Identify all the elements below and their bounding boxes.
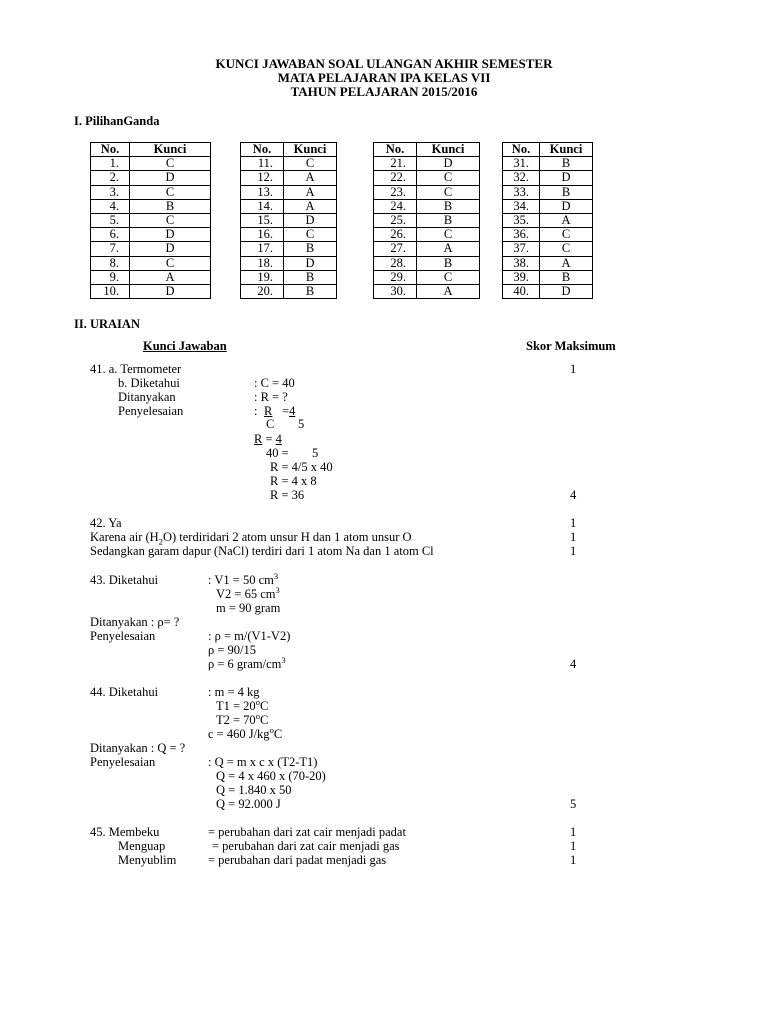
mc-header-no: No. [503,143,540,157]
doc-title-line2: MATA PELAJARAN IPA KELAS VII [277,70,491,85]
question-number: 18. [241,256,284,270]
mc-header-row [91,143,211,157]
table-row [91,228,211,242]
table-row [241,242,337,256]
q41-frac1-den-5: 5 [298,417,305,431]
mc-header-row [374,143,480,157]
q43-p2: ρ = 90/15 [208,643,257,657]
table-row [503,157,593,171]
q43-v1: : V1 = 50 $cm^3$ [208,570,279,587]
table-row [241,157,337,171]
answer-key: D [284,213,337,227]
q43-v2: V2 = 65 $cm^3$ [216,584,280,601]
question-number: 4. [91,199,130,213]
mc-table-3 [373,142,480,299]
answer-key: D [540,171,593,185]
question-number: 11. [241,157,284,171]
answer-key: C [284,157,337,171]
question-number: 28. [374,256,417,270]
question-number: 37. [503,242,540,256]
answer-key: B [540,270,593,284]
answer-key: C [130,256,211,270]
table-row [374,256,480,270]
q41-step2: R = 4 x 8 [270,474,317,488]
answer-key: A [284,185,337,199]
q41-colon: : [254,404,258,418]
answer-key: C [284,228,337,242]
table-row [374,270,480,284]
table-row [91,171,211,185]
question-number: 5. [91,213,130,227]
q41-frac1-den-c: C [266,417,275,431]
question-number: 31. [503,157,540,171]
answer-key: A [540,256,593,270]
q44-head: 44. Diketahui [90,685,159,699]
q43-head: 43. Diketahui [90,573,159,587]
question-number: 24. [374,199,417,213]
table-row [91,256,211,270]
question-number: 20. [241,284,284,298]
answer-key: A [284,199,337,213]
q43-p3: ρ = 6 gram/$cm^3$ [208,654,286,671]
answer-key: A [417,284,480,298]
answer-key: C [417,228,480,242]
table-row [91,284,211,298]
table-row [241,228,337,242]
mc-header-no: No. [91,143,130,157]
q42-line2: Karena air $(H_2O)$ terdiridari 2 atom unsur H dan 1 atom unsur O [90,530,412,547]
q41-ditanya-label: Ditanyakan [118,390,176,404]
q44-q4: Q = 92.000 J [216,797,281,811]
answer-key: D [130,284,211,298]
answer-key: C [130,157,211,171]
table-row [241,199,337,213]
table-row [241,284,337,298]
section-2-title: II. URAIAN [74,317,140,331]
q43-p1: : ρ = m/(V1-V2) [208,629,291,643]
q42-line3: Sedangkan garam dapur (NaCl) terdiri dari 1 atom Na dan 1 atom Cl [90,544,434,558]
q45-skor1: 1 [570,825,577,839]
q41-b-value: : C = 40 [254,376,295,390]
q44-q1: : Q = m x c x (T2-T1) [208,755,318,769]
q44-skor: 5 [570,797,577,811]
answer-key: D [130,228,211,242]
q41-skor-a: 1 [570,362,577,376]
question-number: 14. [241,199,284,213]
q45-term1: 45. Membeku [90,825,160,839]
table-row [91,213,211,227]
mc-header-kunci: Kunci [284,143,337,157]
table-row [241,185,337,199]
q44-q3: Q = 1.840 x 50 [216,783,292,797]
question-number: 36. [503,228,540,242]
answer-key: D [284,256,337,270]
question-number: 32. [503,171,540,185]
table-row [241,270,337,284]
q41-a: 41. a. Termometer [90,362,182,376]
question-number: 12. [241,171,284,185]
table-row [241,213,337,227]
mc-header-no: No. [374,143,417,157]
answer-key: C [417,270,480,284]
q42-skor1: 1 [570,516,577,530]
table-row [374,228,480,242]
question-number: 9. [91,270,130,284]
q44-q2: Q = 4 x 460 x (70-20) [216,769,326,783]
table-row [374,284,480,298]
answer-key: B [540,185,593,199]
answer-key: A [540,213,593,227]
question-number: 26. [374,228,417,242]
answer-key: D [417,157,480,171]
q43-penyelesaian: Penyelesaian [90,629,156,643]
q42-skor3: 1 [570,544,577,558]
table-row [241,256,337,270]
answer-key: C [540,228,593,242]
mc-header-kunci: Kunci [540,143,593,157]
question-number: 30. [374,284,417,298]
table-row [503,228,593,242]
answer-key: B [284,242,337,256]
q44-penyelesaian: Penyelesaian [90,755,156,769]
q45-def3: = perubahan dari padat menjadi gas [208,853,387,867]
question-number: 7. [91,242,130,256]
q41-b-label: b. Diketahui [118,376,180,390]
answer-key: D [540,199,593,213]
q45-term2: Menguap [118,839,166,853]
answer-key: D [540,284,593,298]
question-number: 40. [503,284,540,298]
question-number: 3. [91,185,130,199]
q44-t1: $T1 = 20^oC$ [216,696,269,713]
answer-key: B [130,199,211,213]
table-row [241,171,337,185]
question-number: 39. [503,270,540,284]
table-row [503,171,593,185]
mc-header-kunci: Kunci [130,143,211,157]
question-number: 23. [374,185,417,199]
q43-m: m = 90 gram [216,601,281,615]
answer-key: C [417,171,480,185]
q41-frac1-num-r: R [264,404,273,418]
answer-key: C [130,185,211,199]
q44-ditanya: Ditanyakan : Q = ? [90,741,186,755]
question-number: 33. [503,185,540,199]
answer-key: A [284,171,337,185]
answer-key: C [130,213,211,227]
answer-key: A [130,270,211,284]
answer-key: B [417,256,480,270]
skor-maksimum-heading: Skor Maksimum [526,339,616,353]
mc-header-row [503,143,593,157]
question-number: 2. [91,171,130,185]
answer-key: B [284,284,337,298]
table-row [503,242,593,256]
question-number: 25. [374,213,417,227]
mc-header-row [241,143,337,157]
q41-frac2-den5: 5 [312,446,319,460]
table-row [503,284,593,298]
mc-table-2 [240,142,337,299]
q41-penyelesaian-label: Penyelesaian [118,404,184,418]
table-row [91,185,211,199]
question-number: 17. [241,242,284,256]
q44-c: c = 460 $J/kg^oC$ [208,724,283,741]
q41-step3: R = 36 [270,488,305,502]
q41-frac2: R = 4 [254,432,282,446]
table-row [503,213,593,227]
q41-step1: R = 4/5 x 40 [270,460,333,474]
table-row [503,199,593,213]
doc-title-line1: KUNCI JAWABAN SOAL ULANGAN AKHIR SEMESTER [215,56,553,71]
table-row [503,185,593,199]
answer-key: B [417,213,480,227]
question-number: 34. [503,199,540,213]
question-number: 29. [374,270,417,284]
answer-key: D [130,242,211,256]
table-row [91,270,211,284]
q45-def1: = perubahan dari zat cair menjadi padat [208,825,406,839]
answer-key: B [417,199,480,213]
answer-key: B [540,157,593,171]
question-number: 38. [503,256,540,270]
q42-skor2: 1 [570,530,577,544]
q41-frac2-den: 40 = [266,446,289,460]
table-row [91,199,211,213]
question-number: 15. [241,213,284,227]
mc-table-4 [502,142,593,299]
question-number: 21. [374,157,417,171]
question-number: 10. [91,284,130,298]
table-row [503,256,593,270]
question-number: 22. [374,171,417,185]
question-number: 6. [91,228,130,242]
mc-table-1 [90,142,211,299]
table-row [91,242,211,256]
q41-frac1-eq: =4 [282,404,296,418]
question-number: 27. [374,242,417,256]
q45-skor3: 1 [570,853,577,867]
table-row [91,157,211,171]
q44-t2: $T2 = 70^oC$ [216,710,269,727]
table-row [374,157,480,171]
q41-skor-b: 4 [570,488,577,502]
question-number: 1. [91,157,130,171]
q42-line1: 42. Ya [90,516,122,530]
q45-term3: Menyublim [118,853,177,867]
section-1-title: I. PilihanGanda [74,114,160,128]
question-number: 8. [91,256,130,270]
answer-key: C [417,185,480,199]
q45-def2: = perubahan dari zat cair menjadi gas [212,839,400,853]
table-row [374,171,480,185]
answer-key: D [130,171,211,185]
answer-key: C [540,242,593,256]
question-number: 35. [503,213,540,227]
answer-key: A [417,242,480,256]
table-row [374,185,480,199]
table-row [374,213,480,227]
q45-skor2: 1 [570,839,577,853]
q43-skor: 4 [570,657,577,671]
question-number: 16. [241,228,284,242]
kunci-jawaban-heading: Kunci Jawaban [143,339,227,353]
q41-ditanya-value: : R = ? [254,390,288,404]
q43-ditanya: Ditanyakan : ρ= ? [90,615,180,629]
question-number: 19. [241,270,284,284]
doc-title-line3: TAHUN PELAJARAN 2015/2016 [290,84,478,99]
question-number: 13. [241,185,284,199]
q44-m: : m = 4 kg [208,685,260,699]
mc-header-kunci: Kunci [417,143,480,157]
table-row [374,242,480,256]
answer-key: B [284,270,337,284]
mc-header-no: No. [241,143,284,157]
table-row [374,199,480,213]
table-row [503,270,593,284]
